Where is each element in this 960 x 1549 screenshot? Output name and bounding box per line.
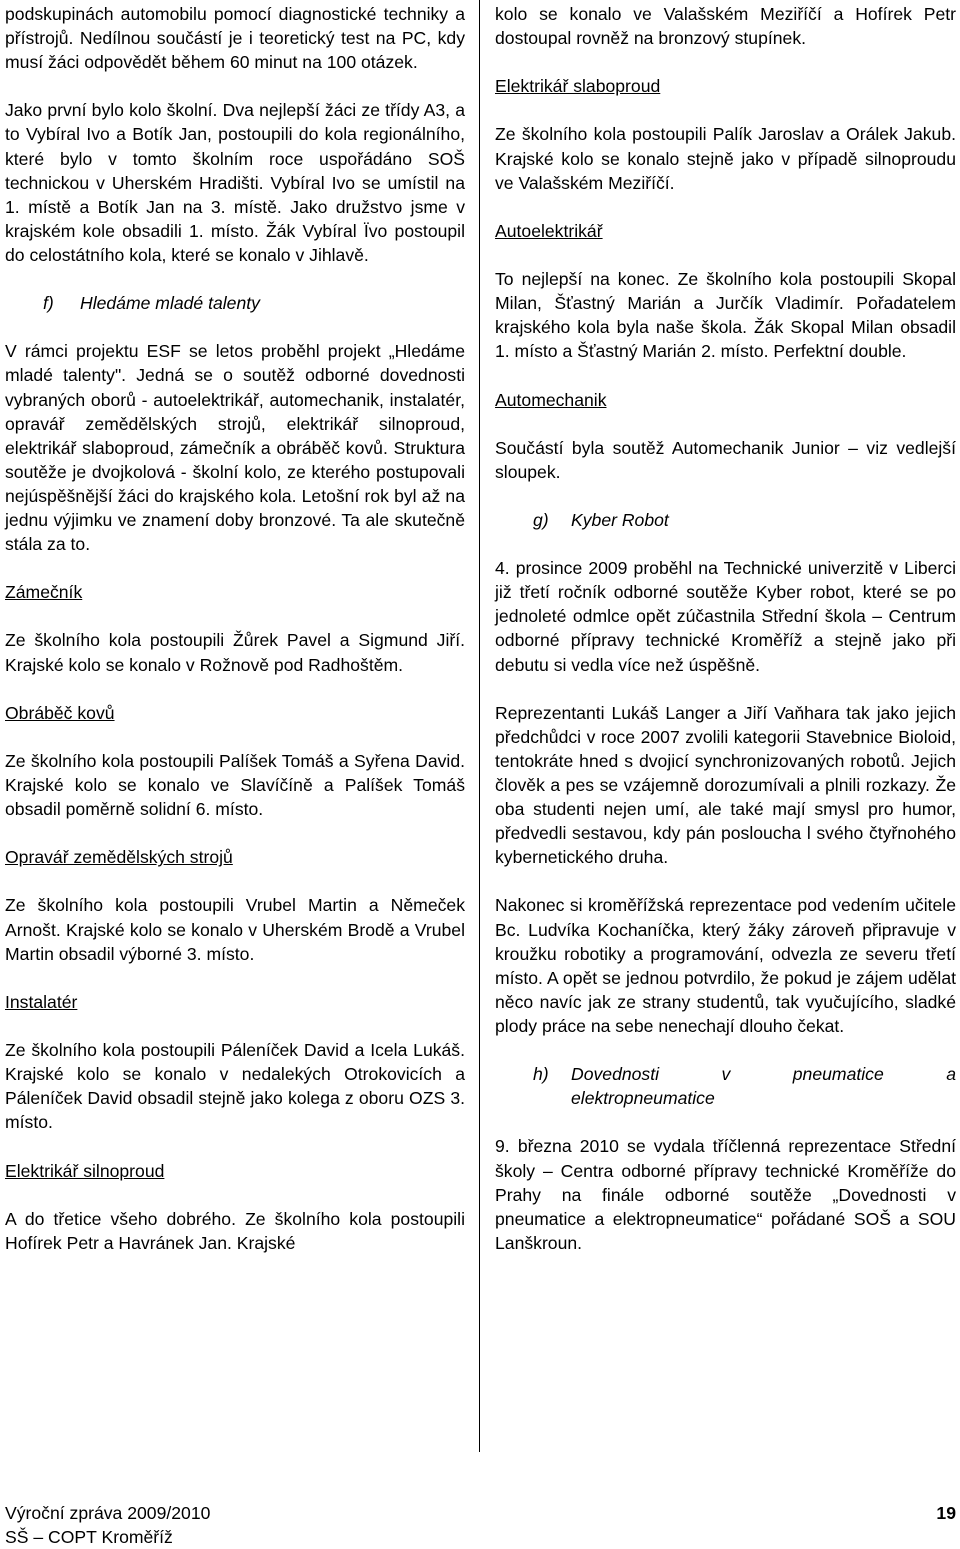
page-footer	[5, 1501, 210, 1549]
paragraph: A do třetice všeho dobrého. Ze školního kola postoupili Hofírek Petr a Havránek Jan. Krajské	[5, 1208, 465, 1253]
paragraph: Součástí byla soutěž Automechanik Junior – viz vedlejší sloupek.	[495, 437, 956, 482]
subheading-opravar: Opravář zemědělských strojů	[5, 847, 233, 868]
heading-text	[571, 1062, 956, 1110]
paragraph: 9. března 2010 se vydala tříčlenná reprezentace Střední školy – Centra odborné přípravy technické Kroměříže do Prahy na finále odborné soutěže „Dovednosti v pneumatice a elektropneumatice“ pořádané SOŠ a SOU Lanškroun.	[495, 1136, 956, 1253]
right-column	[495, 2, 956, 1255]
left-column	[5, 2, 465, 1255]
heading-text: Kyber Robot	[571, 509, 669, 530]
subheading-slaboproud: Elektrikář slaboproud	[495, 76, 661, 97]
paragraph: V rámci projektu ESF se letos proběhl projekt „Hledáme mladé talenty". Jedná se o soutěž odborné dovednosti vybraných oborů - autoelektrikář, automechanik, instalatér, opravář zemědělských strojů, elektrikář silnoproud, elektrikář slaboproud, zámečník a obráběč kovů. Struktura soutěže je dvojkolová - školní kolo, ze kterého postupovali nejúspěšnější žáci do krajského kola. Letošní rok byl až na jednu výjimku ve znamení doby bronzové. Ta ale skutečně stála za to.	[5, 341, 465, 555]
column-divider	[479, 0, 480, 1452]
heading-line-2: elektropneumatice	[571, 1088, 715, 1109]
paragraph: 4. prosince 2009 proběhl na Technické univerzitě v Liberci již třetí ročník odborné soutěže Kyber robot, které se po jednoleté odmlce opět zúčastnila Střední škola – Centrum odborné přípravy technické Kroměříž a stejně jako při debutu si vedla více než úspěšně.	[495, 558, 956, 675]
section-heading-f	[5, 291, 465, 315]
paragraph: Ze školního kola postoupili Žůrek Pavel a Sigmund Jiří. Krajské kolo se konalo v Rožnově pod Radhoštěm.	[5, 630, 465, 675]
subheading-zamecnik: Zámečník	[5, 582, 83, 603]
subheading-autoelektrikar: Autoelektrikář	[495, 220, 603, 241]
heading-line-1: Dovednosti v pneumatice a	[571, 1064, 956, 1085]
paragraph: podskupinách automobilu pomocí diagnostické techniky a přístrojů. Nedílnou součástí je i teoretický test na PC, kdy musí žáci odpovědět během 60 minut na 100 otázek.	[5, 4, 465, 73]
section-heading-h	[495, 1062, 956, 1110]
paragraph: Ze školního kola postoupili Páleníček David a Icela Lukáš. Krajské kolo se konalo v nedalekých Otrokovicích a Páleníček David obsadil stejně jako kolega z oboru OZS 3. místo.	[5, 1040, 465, 1133]
subheading-automechanik: Automechanik	[495, 389, 607, 410]
footer-report-title: Výroční zpráva 2009/2010	[5, 1503, 211, 1523]
paragraph: To nejlepší na konec. Ze školního kola postoupili Skopal Milan, Šťastný Marián a Jurčík Vladimír. Pořadatelem krajského kola byla naše škola. Žák Skopal Milan obsadil 1. místo a Šťastný Marián 2. místo. Perfektní double.	[495, 269, 956, 362]
heading-text: Hledáme mladé talenty	[80, 293, 260, 314]
heading-label: f)	[43, 293, 54, 314]
heading-label: h)	[533, 1064, 549, 1085]
paragraph: Nakonec si kroměřížská reprezentace pod vedením učitele Bc. Ludvíka Kochaníčka, který žáky zároveň připravuje v kroužku robotiky a programování, odvezla ze severu třetí místo. A opět se jednou potvrdilo, že pokud je zájem udělat něco navíc jak ze strany studentů, tak vyučujícího, sladké plody práce na sebe nenechají dlouho čekat.	[495, 895, 956, 1036]
subheading-instalater: Instalatér	[5, 991, 78, 1012]
paragraph: Ze školního kola postoupili Palíšek Tomáš a Syřena David. Krajské kolo se konalo ve Slavíčíně a Palíšek Tomáš obsadil poměrně solidní 6. místo.	[5, 750, 465, 820]
paragraph: Jako první bylo kolo školní. Dva nejlepší žáci ze třídy A3, a to Vybíral Ivo a Botík Jan, postoupili do kola regionálního, které bylo v tomto školním roce uspořádáno SOŠ technickou v Uherském Hradišti. Vybíral Ivo se umístil na 1. místě a Botík Jan na 3. místě. Jako družstvo jsme v krajském kole obsadili 1. místo. Žák Vybíral Ïvo postoupil do celostátního kola, které se konalo v Jihlavě.	[5, 100, 465, 265]
subheading-obrabec: Obráběč kovů	[5, 702, 115, 723]
subheading-silnoproud: Elektrikář silnoproud	[5, 1160, 165, 1181]
paragraph: kolo se konalo ve Valašském Meziříčí a Hofírek Petr dostoupal rovněž na bronzový stupínek.	[495, 4, 956, 49]
paragraph: Ze školního kola postoupili Palík Jaroslav a Orálek Jakub. Krajské kolo se konalo stejně jako v případě silnoproudu ve Valašském Meziříčí.	[495, 124, 956, 193]
section-heading-g	[495, 508, 956, 532]
footer-school-name: SŠ – COPT Kroměříž	[5, 1527, 173, 1547]
heading-label: g)	[533, 509, 549, 530]
paragraph: Ze školního kola postoupili Vrubel Martin a Němeček Arnošt. Krajské kolo se konalo v Uherském Brodě a Vrubel Martin obsadil výborné 3. místo.	[5, 895, 465, 964]
page-number: 19	[936, 1503, 956, 1523]
paragraph: Reprezentanti Lukáš Langer a Jiří Vaňhara tak jako jejich předchůdci v roce 2007 zvolili kategorii Stavebnice Bioloid, tentokráte hned s dvojicí synchronizovaných robotů. Jejich člověk a pes se vzájemně dorozumívali a plnili rozkazy. Že oba studenti nejen umí, ale také mají smysl pro humor, předvedli sestavou, kdy pán posloucha l svého čtyřnohého kybernetického druha.	[495, 702, 956, 868]
